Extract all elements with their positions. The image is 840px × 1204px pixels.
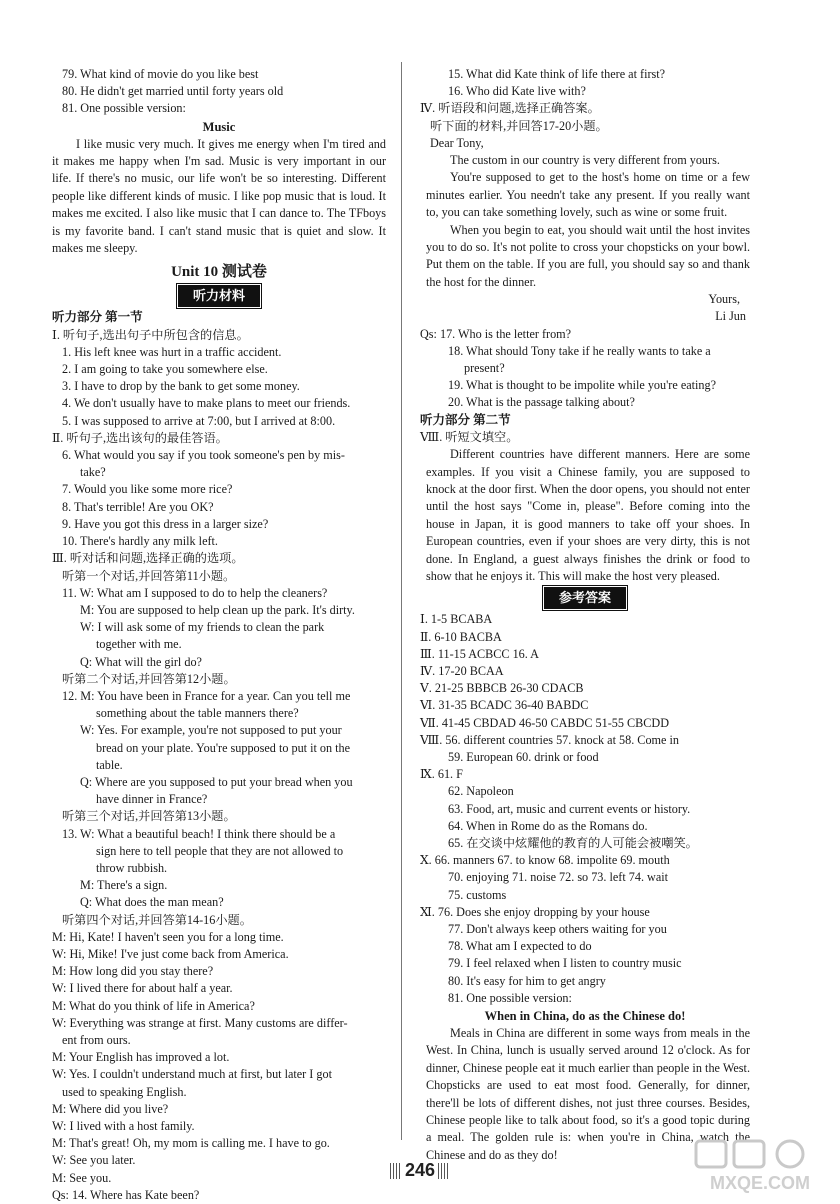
script-line: W: I lived there for about half a year. <box>52 981 233 996</box>
script-line: 10. There's hardly any milk left. <box>62 534 218 549</box>
script-line: W: Yes. For example, you're not supposed to put your <box>80 723 342 738</box>
script-line: take? <box>80 465 106 480</box>
question-line: Qs: 17. Who is the letter from? <box>420 326 572 341</box>
unit-title: Unit 10 测试卷 <box>171 264 267 281</box>
answer-line: Ⅰ. 1-5 BCABA <box>420 612 493 627</box>
script-line: 9. Have you got this dress in a larger size? <box>62 516 269 531</box>
letter-paragraph-2: You're supposed to get to the host's home on time or a few minutes earlier. You needn't take any present. If you really want to, you can take something lovely, such as wine or some fruit. <box>426 170 750 220</box>
question-line: 20. What is the passage talking about? <box>448 395 635 410</box>
script-line: 15. What did Kate think of life there at first? <box>448 67 666 81</box>
script-line: W: Yes. I couldn't understand much at first, but later I got <box>52 1067 332 1082</box>
answer-line: 62. Napoleon <box>448 784 514 799</box>
listening-script <box>52 327 386 1204</box>
answer-line: Ⅱ. 6-10 BACBA <box>420 629 502 644</box>
question-line: 19. What is thought to be impolite while you're eating? <box>448 378 717 393</box>
answer-line: 75. customs <box>448 887 507 902</box>
script-line: M: See you. <box>52 1170 112 1185</box>
answer-line: 59. European 60. drink or food <box>448 749 599 764</box>
answer-line: 80. He didn't get married until forty years old <box>62 84 284 99</box>
script-line: 12. M: You have been in France for a year. Can you tell me <box>62 688 351 703</box>
script-line: Ⅳ. 听语段和问题,选择正确答案。 <box>420 101 600 116</box>
answer-key <box>420 611 750 1007</box>
script-line: Q: What does the man mean? <box>80 895 224 910</box>
page-number <box>360 1160 480 1181</box>
script-line: 听第一个对话,并回答第11小题。 <box>62 568 236 583</box>
script-line: Dear Tony, <box>430 135 484 150</box>
column-divider <box>401 62 402 1140</box>
script-line: together with me. <box>96 637 182 652</box>
script-line: Ⅱ. 听句子,选出该句的最佳答语。 <box>52 430 228 445</box>
script-line: table. <box>96 757 123 772</box>
questions-15-16 <box>420 66 750 152</box>
script-line: W: Hi, Mike! I've just come back from America. <box>52 946 289 961</box>
answer-line: 79. I feel relaxed when I listen to country music <box>448 956 682 971</box>
answer-line: 70. enjoying 71. noise 72. so 73. left 74. wait <box>448 870 669 885</box>
script-line: 7. Would you like some more rice? <box>62 482 233 497</box>
answer-line: 80. It's easy for him to get angry <box>448 973 606 988</box>
script-line: 2. I am going to take you somewhere else. <box>62 362 268 377</box>
question-line: present? <box>464 361 505 376</box>
answer-line: Ⅸ. 61. F <box>420 767 463 782</box>
answer-line: Ⅷ. 56. different countries 57. knock at 58. Come in <box>420 732 679 747</box>
script-line: M: Where did you live? <box>52 1101 169 1116</box>
script-line: Ⅲ. 听对话和问题,选择正确的选项。 <box>52 551 244 566</box>
script-line: 3. I have to drop by the bank to get some money. <box>62 379 300 394</box>
answer-line: 77. Don't always keep others waiting for you <box>448 922 667 936</box>
essay-title-music: Music <box>202 119 236 134</box>
answer-line: Ⅶ. 41-45 CBDAD 46-50 CABDC 51-55 CBCDD <box>420 715 669 730</box>
script-line: W: I lived with a host family. <box>52 1119 195 1133</box>
script-line: ent from ours. <box>62 1032 131 1047</box>
letter-closing: Yours, <box>708 292 740 307</box>
script-line: 6. What would you say if you took someone's pen by mis- <box>62 448 345 463</box>
page-number-bar-left <box>390 1163 402 1179</box>
script-line: used to speaking English. <box>62 1084 187 1099</box>
answer-line: Ⅴ. 21-25 BBBCB 26-30 CDACB <box>420 681 584 696</box>
script-line: Qs: 14. Where has Kate been? <box>52 1187 200 1202</box>
answer-line: 63. Food, art, music and current events or history. <box>448 801 691 816</box>
answer-key-tag: 参考答案 <box>544 587 626 609</box>
answer-line: 79. What kind of movie do you like best <box>62 67 259 81</box>
right-column <box>420 66 750 1164</box>
script-line: sign here to tell people that they are not allowed to <box>96 843 344 858</box>
essay-title-china: When in China, do as the Chinese do! <box>484 1009 686 1024</box>
passage-manners: Different countries have different manners. Here are some examples. If you visit a Chinese family, you are supposed to knock at the door first. When the door opens, you should not enter until the host says "Come in, please". Before coming into the house in Japan, it is good manners to take off your shoes. In European countries, even if your shoes are very dirty, this is not done. In England, a guest always finishes the drink or food to show that he enjoys it. This will make the host very pleased. <box>426 447 750 583</box>
script-line: 听第三个对话,并回答第13小题。 <box>62 809 236 824</box>
page-number-text: 246 <box>404 1160 436 1180</box>
script-line: Q: What will the girl do? <box>80 654 202 669</box>
section-heading-2: 听力部分 第二节 <box>420 412 511 427</box>
script-line: W: I will ask some of my friends to clean the park <box>80 620 325 635</box>
script-line: throw rubbish. <box>96 860 168 875</box>
script-line: 13. W: What a beautiful beach! I think there should be a <box>62 826 336 841</box>
left-column <box>52 66 386 1204</box>
script-line: Ⅰ. 听句子,选出句子中所包含的信息。 <box>52 327 249 342</box>
script-line: M: Your English has improved a lot. <box>52 1050 230 1065</box>
script-line: Q: Where are you supposed to put your bread when you <box>80 774 353 789</box>
script-line: something about the table manners there? <box>96 706 299 721</box>
letter-paragraph-3: When you begin to eat, you should wait until the host invites you to do so. It's not polite to cross your chopsticks on your bowl. Put them on the table. If you are full, you should say so and thank the host for the dinner. <box>426 222 750 289</box>
answer-line: 65. 在交谈中炫耀他的教育的人可能会被嘲笑。 <box>448 835 698 850</box>
essay-china: Meals in China are different in some ways from meals in the West. In China, lunch is usually served around 12 o'clock. As for dinner, Chinese people eat it much earlier than people in the West. Chopsticks are used to eat most food. Generally, for dinner, there'll be lots of different dishes, not just three courses. Besides, Chinese people like to talk about food, so it's a good topic during a meal. The golden rule is: when you're in China, watch the Chinese and do as they do! <box>426 1026 750 1162</box>
script-line: W: Everything was strange at first. Many customs are differ- <box>52 1015 348 1030</box>
answer-line: 81. One possible version: <box>448 990 572 1005</box>
answer-line: Ⅺ. 76. Does she enjoy dropping by your house <box>420 904 650 919</box>
script-line: M: You are supposed to help clean up the park. It's dirty. <box>80 602 355 617</box>
script-line: M: There's a sign. <box>80 878 168 893</box>
essay-music: I like music very much. It gives me energy when I'm tired and it makes me happy when I'm sad. Music is very important in our life. If there's no music, our life won't be so interesting. Different people like different kinds of music. I like pop music that is loud. It makes me excited. I also like music that I can dance to. The TFboys is my favorite band. I can't stand music that is quiet and slow. It makes me sleepy. <box>52 136 386 256</box>
script-line: bread on your plate. You're supposed to put it on the <box>96 740 351 755</box>
answer-line: 64. When in Rome do as the Romans do. <box>448 818 648 833</box>
svg-text:MXQE.COM: MXQE.COM <box>710 1173 811 1193</box>
script-line: M: Hi, Kate! I haven't seen you for a long time. <box>52 929 284 944</box>
script-line: 8. That's terrible! Are you OK? <box>62 499 214 514</box>
listening-material-tag: 听力材料 <box>178 285 260 307</box>
script-line: M: What do you think of life in America? <box>52 998 255 1013</box>
answer-line: 81. One possible version: <box>62 101 186 116</box>
script-line: M: How long did you stay there? <box>52 964 214 979</box>
questions-17-20 <box>420 326 750 412</box>
letter-signature: Li Jun <box>715 309 746 324</box>
script-line: M: That's great! Oh, my mom is calling me. I have to go. <box>52 1136 330 1151</box>
script-line: 11. W: What am I supposed to do to help the cleaners? <box>62 585 328 600</box>
answer-line: Ⅳ. 17-20 BCAA <box>420 663 504 678</box>
script-line: 5. I was supposed to arrive at 7:00, but I arrived at 8:00. <box>62 413 336 428</box>
script-line: 听第四个对话,并回答第14-16小题。 <box>62 912 252 927</box>
script-line: 1. His left knee was hurt in a traffic accident. <box>62 344 282 359</box>
script-line: 听第二个对话,并回答第12小题。 <box>62 671 236 686</box>
script-line: 听下面的材料,并回答17-20小题。 <box>430 118 608 133</box>
script-line: 16. Who did Kate live with? <box>448 84 586 99</box>
section-heading-1: 听力部分 第一节 <box>52 310 143 325</box>
answer-line: Ⅹ. 66. manners 67. to know 68. impolite 69. mouth <box>420 853 670 868</box>
section-8-heading: Ⅷ. 听短文填空。 <box>420 429 519 444</box>
page-number-bar-right <box>438 1163 450 1179</box>
watermark-logo <box>690 1135 830 1195</box>
script-line: W: See you later. <box>52 1153 136 1168</box>
answer-lines-top <box>52 66 386 118</box>
script-line: 4. We don't usually have to make plans to meet our friends. <box>62 396 351 411</box>
answer-line: Ⅵ. 31-35 BCADC 36-40 BABDC <box>420 698 589 713</box>
script-line: have dinner in France? <box>96 792 208 807</box>
answer-line: Ⅲ. 11-15 ACBCC 16. A <box>420 646 539 661</box>
answer-line: 78. What am I expected to do <box>448 939 592 954</box>
question-line: 18. What should Tony take if he really wants to take a <box>448 343 711 358</box>
letter-paragraph-1: The custom in our country is very different from yours. <box>450 153 720 168</box>
